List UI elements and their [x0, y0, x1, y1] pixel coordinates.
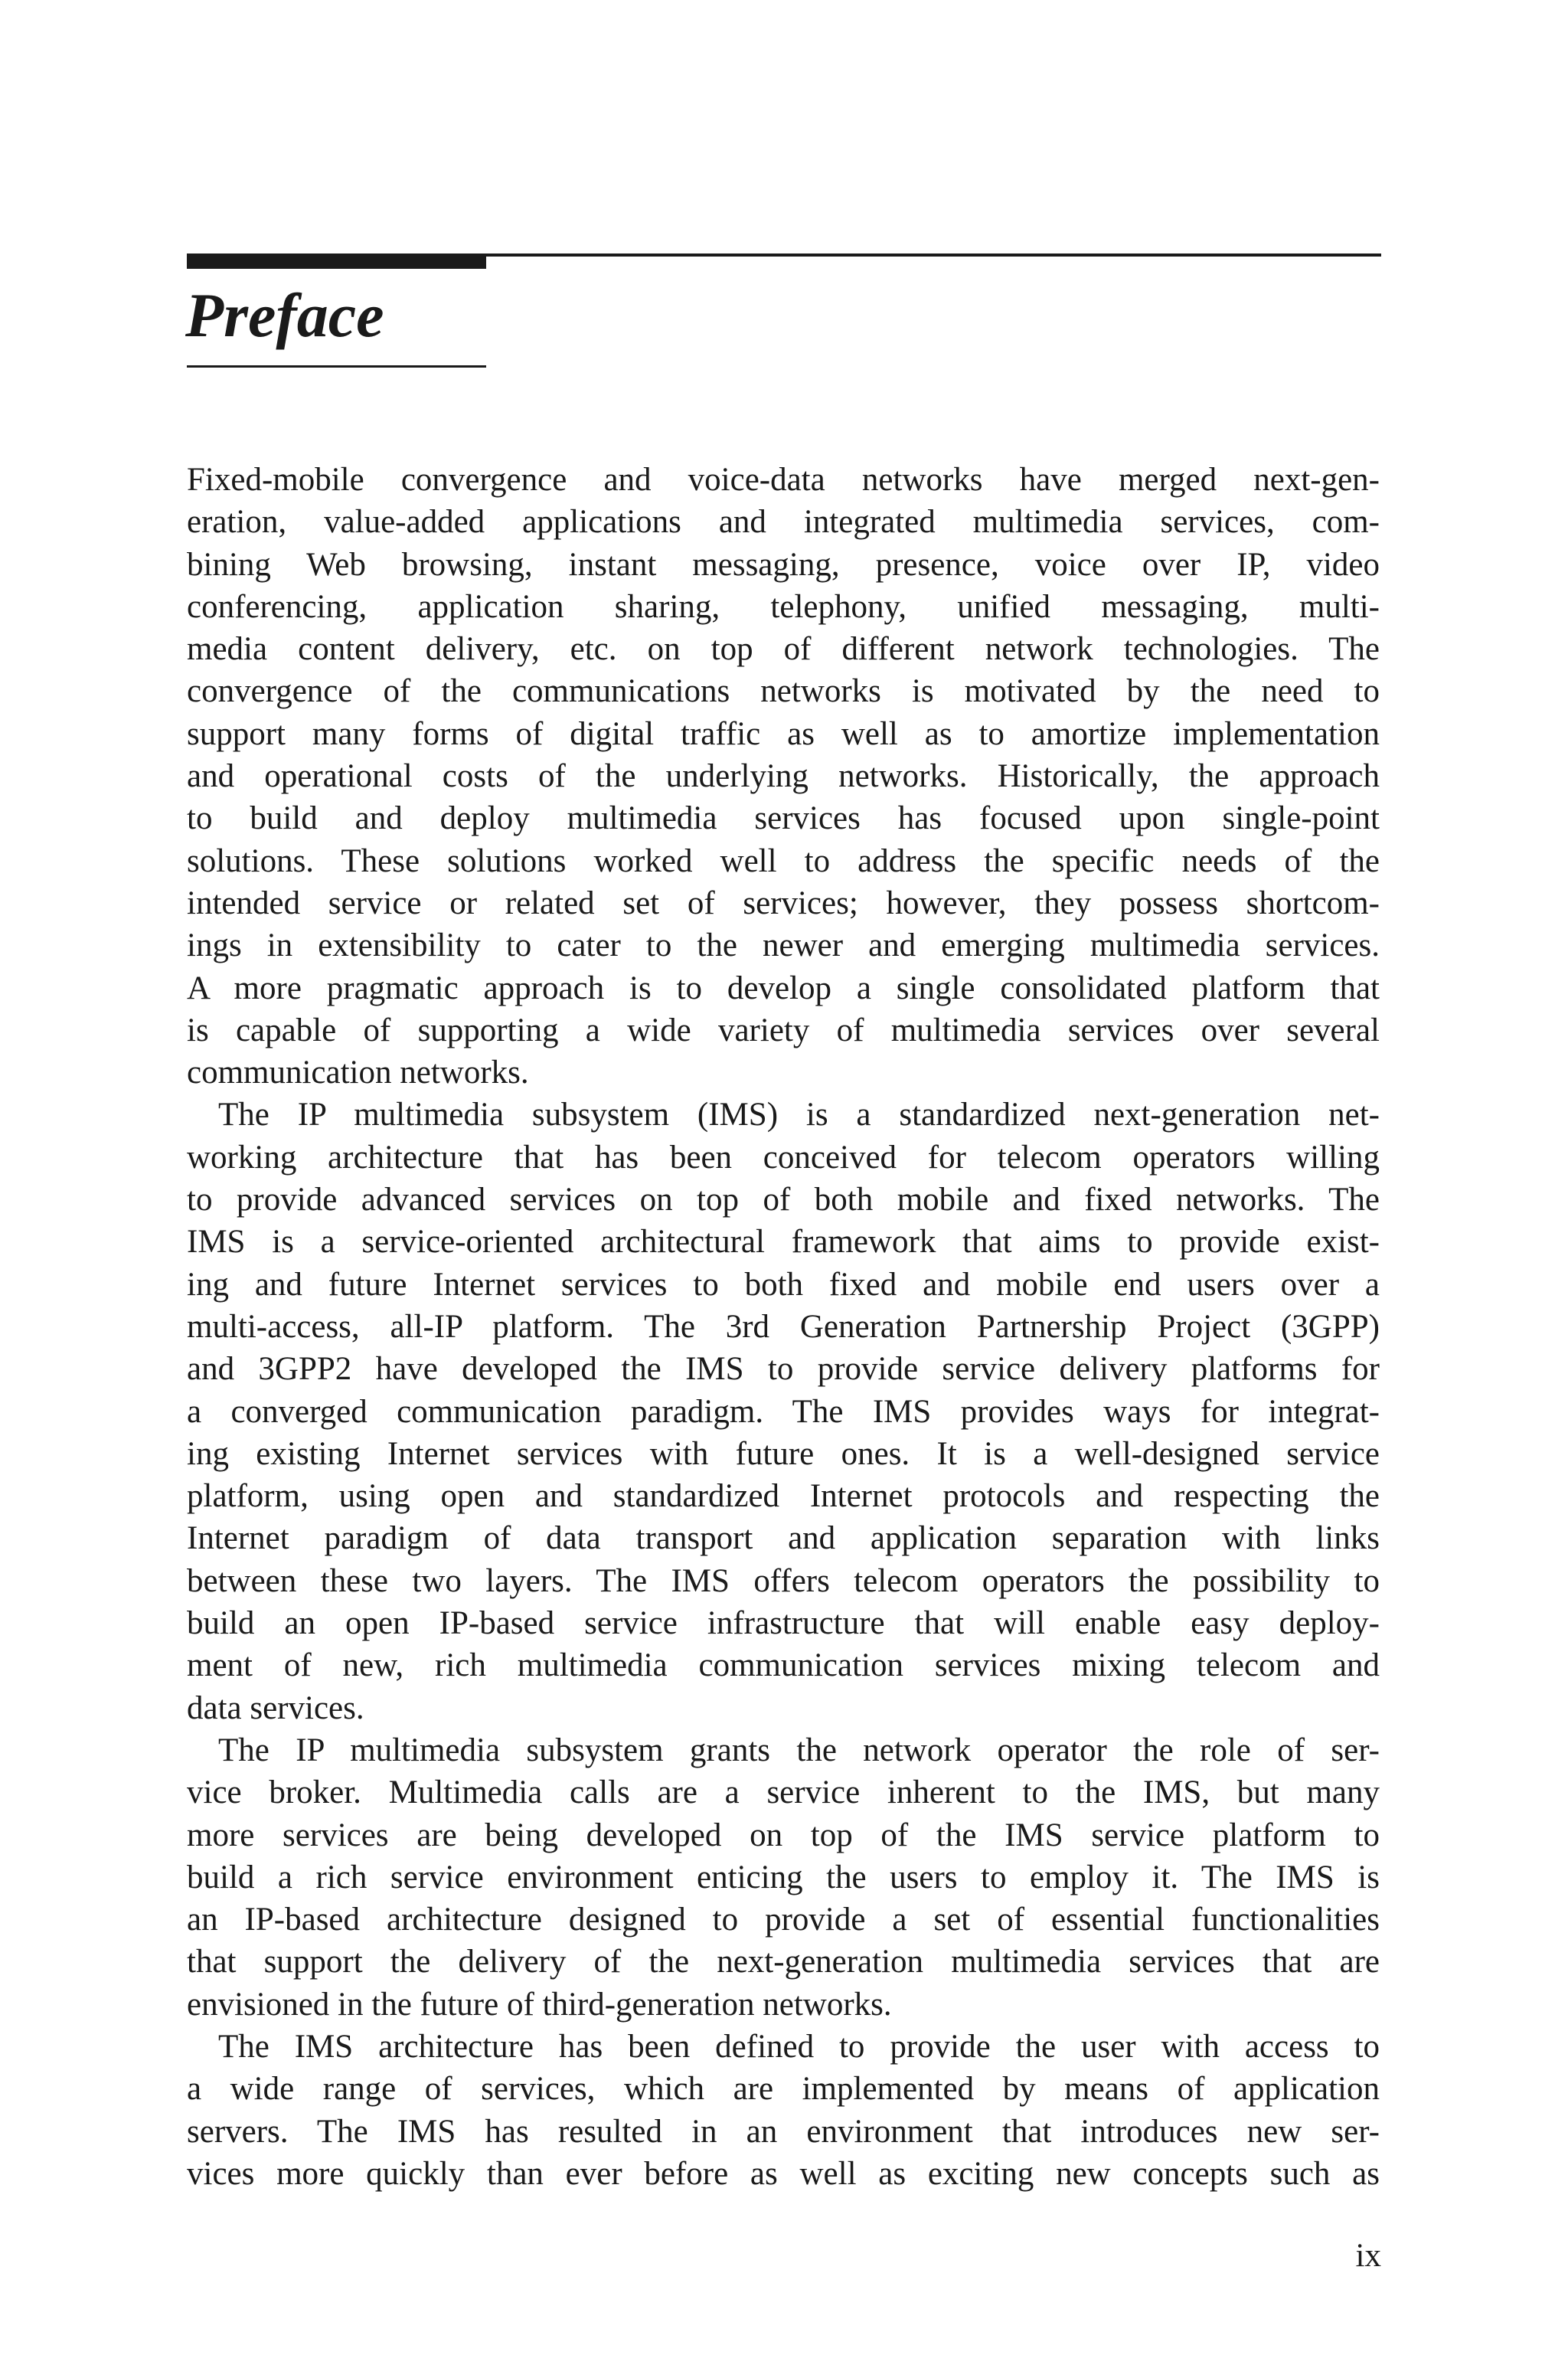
- text-line: to build and deploy multimedia services has focused upon single-point: [187, 800, 1380, 837]
- paragraph: [187, 2026, 1380, 2195]
- text-line: The IMS architecture has been defined to provide the user with access to: [218, 2028, 1380, 2065]
- text-line: to provide advanced services on top of both mobile and fixed networks. The: [187, 1182, 1380, 1218]
- page-number: ix: [1355, 2238, 1381, 2274]
- text-line: Fixed-mobile convergence and voice-data networks have merged next-gen-: [187, 462, 1380, 498]
- text-line: vice broker. Multimedia calls are a service inherent to the IMS, but many: [187, 1774, 1380, 1811]
- body-text: [187, 459, 1380, 2195]
- text-line: A more pragmatic approach is to develop a single consolidated platform that: [187, 970, 1380, 1006]
- text-line: between these two layers. The IMS offers telecom operators the possibility to: [187, 1562, 1380, 1599]
- paragraph: [187, 1094, 1380, 1729]
- text-line: support many forms of digital traffic as well as to amortize implementation: [187, 715, 1380, 752]
- text-line: servers. The IMS has resulted in an environment that introduces new ser-: [187, 2113, 1380, 2150]
- text-line: ing and future Internet services to both fixed and mobile end users over a: [187, 1266, 1380, 1303]
- text-line: ings in extensibility to cater to the newer and emerging multimedia services.: [187, 927, 1380, 964]
- text-line: that support the delivery of the next-generation multimedia services that are: [187, 1944, 1380, 1980]
- text-line: solutions. These solutions worked well to address the specific needs of the: [187, 842, 1380, 879]
- text-line: vices more quickly than ever before as well as exciting new concepts such as: [187, 2155, 1380, 2192]
- text-line: working architecture that has been conceived for telecom operators willing: [187, 1139, 1380, 1176]
- text-line: a converged communication paradigm. The IMS provides ways for integrat-: [187, 1393, 1380, 1430]
- header-bar: [187, 253, 486, 269]
- text-line: build a rich service environment enticing the users to employ it. The IMS is: [187, 1859, 1380, 1895]
- text-line: and operational costs of the underlying networks. Historically, the approach: [187, 758, 1380, 795]
- text-line: IMS is a service-oriented architectural framework that aims to provide exist-: [187, 1224, 1380, 1261]
- paragraph: [187, 1729, 1380, 2026]
- text-line: convergence of the communications networks is motivated by the need to: [187, 673, 1380, 710]
- text-line: Internet paradigm of data transport and application separation with links: [187, 1520, 1380, 1557]
- text-line: ing existing Internet services with future ones. It is a well-designed service: [187, 1435, 1380, 1472]
- text-line: The IP multimedia subsystem grants the network operator the role of ser-: [218, 1732, 1380, 1768]
- text-line: an IP-based architecture designed to provide a set of essential functionalities: [187, 1902, 1380, 1938]
- text-line: ment of new, rich multimedia communication services mixing telecom and: [187, 1647, 1380, 1684]
- text-line: communication networks.: [187, 1055, 529, 1091]
- text-line: media content delivery, etc. on top of different network technologies. The: [187, 631, 1380, 668]
- text-line: a wide range of services, which are implemented by means of application: [187, 2071, 1380, 2108]
- text-line: and 3GPP2 have developed the IMS to provide service delivery platforms for: [187, 1351, 1380, 1388]
- text-line: bining Web browsing, instant messaging, presence, voice over IP, video: [187, 546, 1380, 583]
- title-underline: [187, 365, 486, 368]
- text-line: The IP multimedia subsystem (IMS) is a standardized next-generation net-: [218, 1097, 1380, 1133]
- text-line: multi-access, all-IP platform. The 3rd Generation Partnership Project (3GPP): [187, 1308, 1380, 1345]
- text-line: envisioned in the future of third-generation networks.: [187, 1986, 892, 2023]
- text-line: more services are being developed on top of the IMS service platform to: [187, 1817, 1380, 1853]
- text-line: build an open IP-based service infrastructure that will enable easy deploy-: [187, 1605, 1380, 1642]
- text-line: platform, using open and standardized Internet protocols and respecting the: [187, 1478, 1380, 1515]
- text-line: data services.: [187, 1689, 364, 1726]
- text-line: is capable of supporting a wide variety of multimedia services over several: [187, 1012, 1380, 1048]
- text-line: intended service or related set of services; however, they possess shortcom-: [187, 885, 1380, 921]
- paragraph: [187, 459, 1380, 1094]
- text-line: eration, value-added applications and integrated multimedia services, com-: [187, 504, 1380, 541]
- text-line: conferencing, application sharing, telephony, unified messaging, multi-: [187, 588, 1380, 625]
- chapter-title: Preface: [185, 280, 384, 350]
